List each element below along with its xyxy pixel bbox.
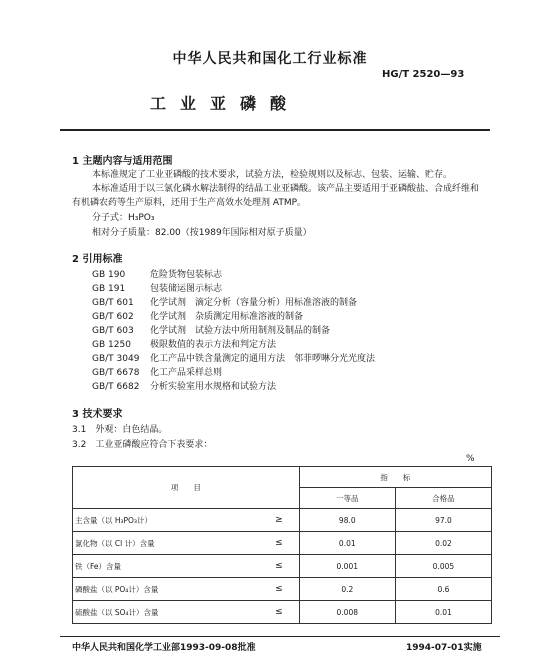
- section-1-para-2a: 本标准适用于以三氯化磷水解法制得的结晶工业亚磷酸。该产品主要适用于亚磷酸盐、合成纤维和: [92, 184, 480, 194]
- section-2-heading: 2 引用标准: [72, 254, 123, 265]
- table-header-row: [73, 467, 492, 488]
- molecular-formula: 分子式：H₃PO₃: [92, 213, 155, 223]
- table-row: 磷酸盐（以 PO₄计）含量 ≤ 0.2 0.6: [73, 578, 492, 601]
- header-grade-2: 合格品: [395, 488, 491, 509]
- reference-item: GB/T 603 化学试剂 试验方法中所用制剂及制品的制备: [92, 326, 331, 336]
- reference-item: GB 191 包装储运图示标志: [92, 284, 223, 294]
- reference-item: GB 190 危险货物包装标志: [92, 270, 223, 280]
- section-1-heading: 1 主题内容与适用范围: [72, 156, 173, 167]
- table-row: 氯化物（以 Cl 计）含量 ≤ 0.01 0.02: [73, 532, 492, 555]
- header-index: 指 标: [299, 467, 491, 488]
- section-3-item-1: 3.1 外观：白色结晶。: [72, 425, 168, 435]
- standard-code: HG/T 2520—93: [382, 69, 465, 80]
- table-row: 硫酸盐（以 SO₄计）含量 ≤ 0.008 0.01: [73, 601, 492, 624]
- reference-item: GB/T 601 化学试剂 滴定分析（容量分析）用标准溶液的制备: [92, 298, 358, 308]
- section-3-heading: 3 技术要求: [72, 409, 123, 420]
- header-rule: [60, 129, 490, 131]
- effective-date: 1994-07-01实施: [406, 643, 482, 653]
- table-row: 主含量（以 H₃PO₃计） ≥ 98.0 97.0: [73, 509, 492, 532]
- section-1-para-2b: 有机磷农药等生产原料，还用于生产高效水处理剂 ATMP。: [72, 198, 307, 208]
- reference-list: [92, 268, 375, 394]
- section-1-para-1: 本标准规定了工业亚磷酸的技术要求，试验方法，检验规则以及标志、包装、运输、贮存。: [92, 170, 453, 180]
- specification-table: [72, 466, 492, 624]
- reference-item: GB 1250 极限数值的表示方法和判定方法: [92, 340, 277, 350]
- document-title: 工业亚磷酸: [150, 94, 301, 113]
- reference-item: GB/T 6682 分析实验室用水规格和试验方法: [92, 382, 277, 392]
- unit-label: %: [466, 454, 475, 464]
- reference-item: GB/T 602 化学试剂 杂质测定用标准溶液的制备: [92, 312, 304, 322]
- reference-item: GB/T 6678 化工产品采样总则: [92, 368, 223, 378]
- reference-item: GB/T 3049 化工产品中铁含量测定的通用方法 邻菲啰啉分光光度法: [92, 354, 376, 364]
- approval-date: 中华人民共和国化学工业部1993-09-08批准: [72, 643, 256, 653]
- molecular-mass: 相对分子质量：82.00（按1989年国际相对原子质量）: [92, 228, 312, 238]
- header-item: 项 目: [73, 467, 300, 509]
- header-grade-1: 一等品: [299, 488, 395, 509]
- table-row: 铁（Fe）含量 ≤ 0.001 0.005: [73, 555, 492, 578]
- footer-rule: [60, 636, 500, 637]
- section-3-item-2: 3.2 工业亚磷酸应符合下表要求：: [72, 440, 213, 450]
- standard-category-title: 中华人民共和国化工行业标准: [172, 51, 368, 67]
